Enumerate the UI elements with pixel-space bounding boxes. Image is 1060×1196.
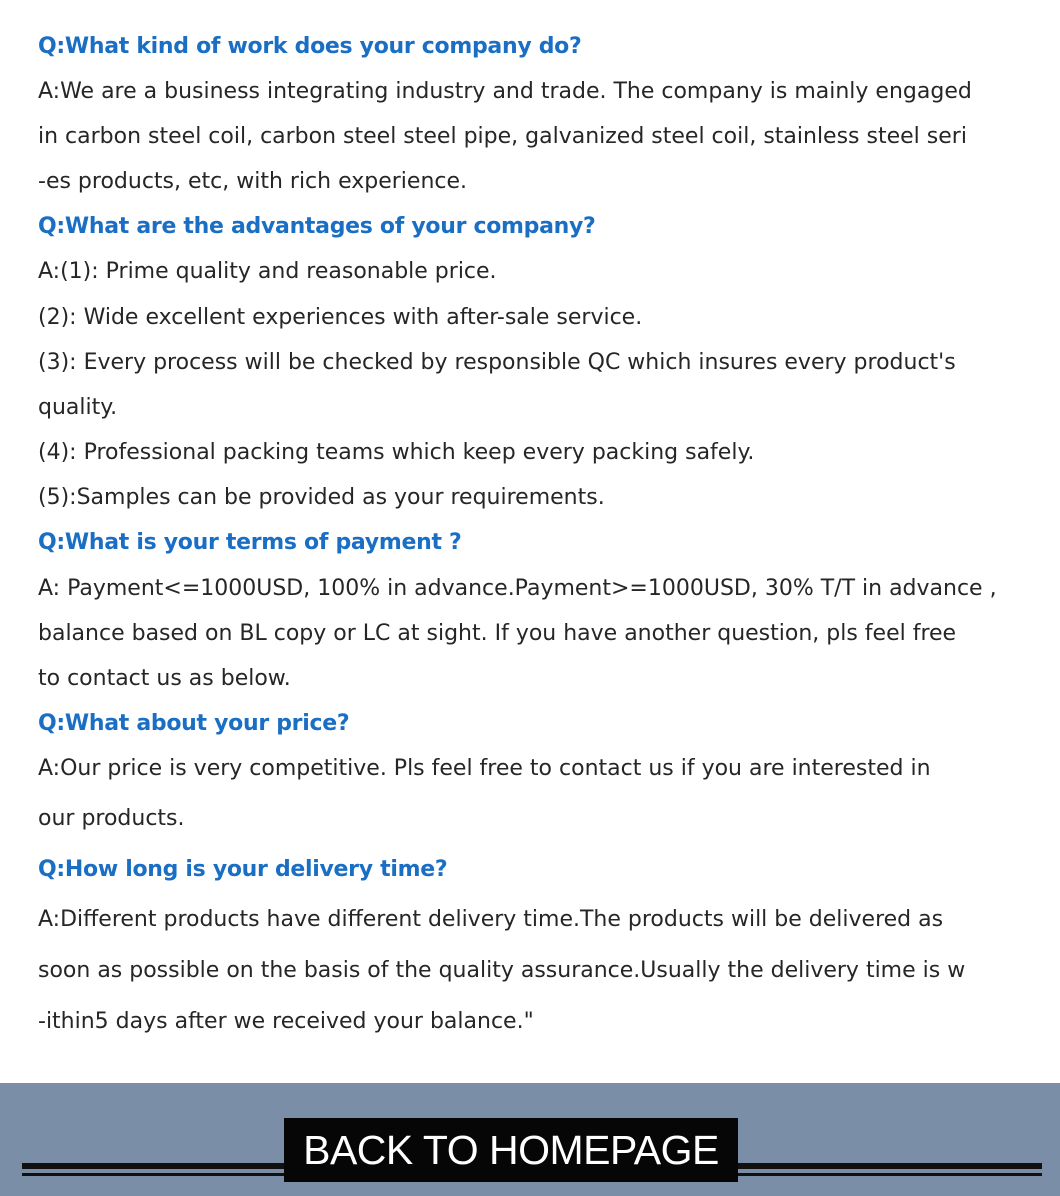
footer-band <box>0 1083 1060 1196</box>
faq-answer-3-line-3: to contact us as below. <box>38 666 291 691</box>
faq-answer-2-line-6: (5):Samples can be provided as your requirements. <box>38 485 605 510</box>
faq-question-1: Q:What kind of work does your company do? <box>38 34 582 59</box>
faq-answer-5-line-3: -ithin5 days after we received your balance." <box>38 1009 534 1034</box>
faq-answer-4-line-1: A:Our price is very competitive. Pls feel free to contact us if you are interested in <box>38 756 931 781</box>
faq-answer-2-line-2: (2): Wide excellent experiences with after-sale service. <box>38 305 643 330</box>
faq-question-4: Q:What about your price? <box>38 711 350 736</box>
faq-answer-1-line-2: in carbon steel coil, carbon steel steel pipe, galvanized steel coil, stainless steel seri <box>38 124 967 149</box>
faq-answer-1-line-1: A:We are a business integrating industry and trade. The company is mainly engaged <box>38 79 972 104</box>
faq-question-5: Q:How long is your delivery time? <box>38 857 448 882</box>
faq-question-2: Q:What are the advantages of your company? <box>38 214 596 239</box>
faq-answer-2-line-4: quality. <box>38 395 118 420</box>
faq-answer-5-line-2: soon as possible on the basis of the quality assurance.Usually the delivery time is w <box>38 958 966 983</box>
faq-answer-3-line-1: A: Payment<=1000USD, 100% in advance.Payment>=1000USD, 30% T/T in advance , <box>38 576 997 601</box>
back-to-homepage-button[interactable]: BACK TO HOMEPAGE <box>284 1118 738 1182</box>
faq-answer-3-line-2: balance based on BL copy or LC at sight. If you have another question, pls feel free <box>38 621 957 646</box>
faq-answer-2-line-1: A:(1): Prime quality and reasonable price. <box>38 259 497 284</box>
faq-answer-5-line-1: A:Different products have different delivery time.The products will be delivered as <box>38 907 944 932</box>
faq-answer-1-line-3: -es products, etc, with rich experience. <box>38 169 468 194</box>
faq-answer-2-line-3: (3): Every process will be checked by responsible QC which insures every product's <box>38 350 956 375</box>
faq-question-3: Q:What is your terms of payment ? <box>38 530 462 555</box>
faq-answer-2-line-5: (4): Professional packing teams which keep every packing safely. <box>38 440 755 465</box>
faq-answer-4-line-2: our products. <box>38 806 185 831</box>
